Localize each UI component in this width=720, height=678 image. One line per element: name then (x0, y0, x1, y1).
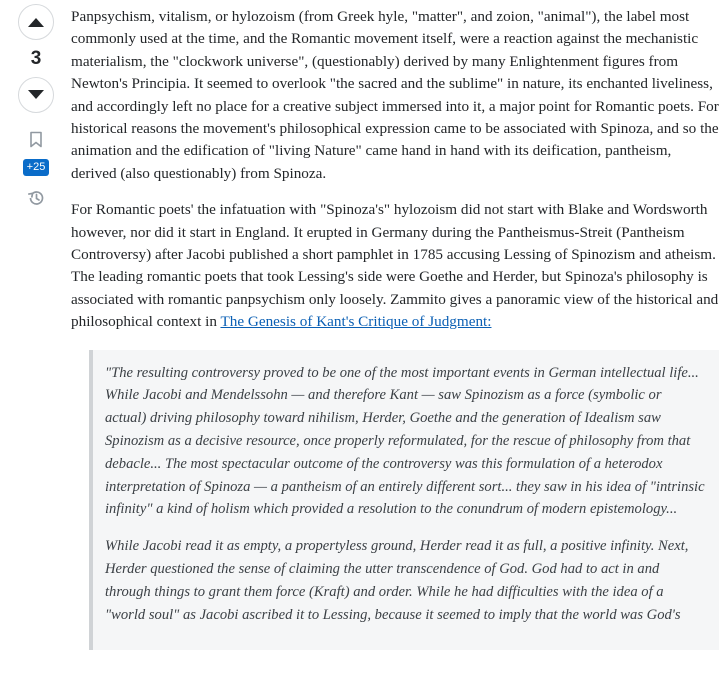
answer-body (71, 6, 719, 650)
genesis-critique-link[interactable]: The Genesis of Kant's Critique of Judgment: (220, 313, 492, 331)
zammito-blockquote (89, 350, 719, 651)
history-button[interactable] (26, 188, 46, 213)
history-icon (26, 188, 46, 208)
triangle-down-icon (27, 89, 45, 101)
answer-paragraph-1: Panpsychism, vitalism, or hylozoism (from Greek hyle, "matter", and zoion, "animal"), the label most commonly used at the time, and the Romantic movement itself, were a reaction against the mechanistic materialism, the "clockwork universe", (questionably) derived by many Enlightenment figures from Newton's Principia. It seemed to overlook "the sacred and the sublime" in nature, its enchanted liveliness, and accordingly left no place for a creative subject immersed into it, a major point for Romantic poets. For historical reasons the movement's philosophical expression came to be associated with Spinoza, and so the animation and the edification of "living Nature" came hand in hand with its deification, pantheism, derived (also questionably) from Spinoza. (71, 8, 719, 182)
vote-score: 3 (30, 48, 42, 69)
answer-paragraph-2-text: For Romantic poets' the infatuation with "Spinoza's" hylozoism did not start with Blake and Wordsworth however, nor did it start in England. It erupted in Germany during the Pantheismus-Streit (Pantheism Controversy) after Jacobi published a short pamphlet in 1785 accusing Lessing of Spinozism and atheism. The leading romantic poets that took Lessing's side were Goethe and Herder, but Spinoza's philosophy is associated with romantic panpsychism only loosely. Zammito gives a panoramic view of the historical and philosophical context in (71, 201, 719, 331)
quote-paragraph-2: While Jacobi read it as empty, a propertyless ground, Herder read it as full, a positive infinity. Next, Herder questioned the sense of claiming the utter transcendence of God. God had to act in and through things to grant them force (Kraft) and order. While he had difficulties with the idea of a "world soul" as Jacobi ascribed it to Lessing, because it seemed to imply that the world was God's (105, 538, 689, 623)
upvote-button[interactable] (18, 4, 54, 40)
answer-paragraph-2 (71, 199, 719, 333)
vote-cell (0, 0, 72, 213)
downvote-button[interactable] (18, 77, 54, 113)
quote-paragraph-1: "The resulting controversy proved to be one of the most important events in German intellectual life... While Jacobi and Mendelssohn — and therefore Kant — saw Spinozism as a force (symbolic or actual) driving philosophy toward nihilism, Herder, Goethe and the generation of Idealism saw Spinozism as a decisive resource, once properly reformulated, for the rescue of philosophy from that debacle... The most spectacular outcome of the controversy was this formulation of a heterodox interpretation of Spinoza — a pantheism of an entirely different sort... they saw in his idea of "intrinsic infinity" a kind of holism which provided a resolution to the conundrum of modern epistemology... (105, 364, 705, 518)
bookmark-icon (29, 131, 43, 148)
bookmark-count-badge: +25 (23, 159, 50, 176)
bookmark-button[interactable] (29, 131, 43, 153)
triangle-up-icon (27, 16, 45, 28)
